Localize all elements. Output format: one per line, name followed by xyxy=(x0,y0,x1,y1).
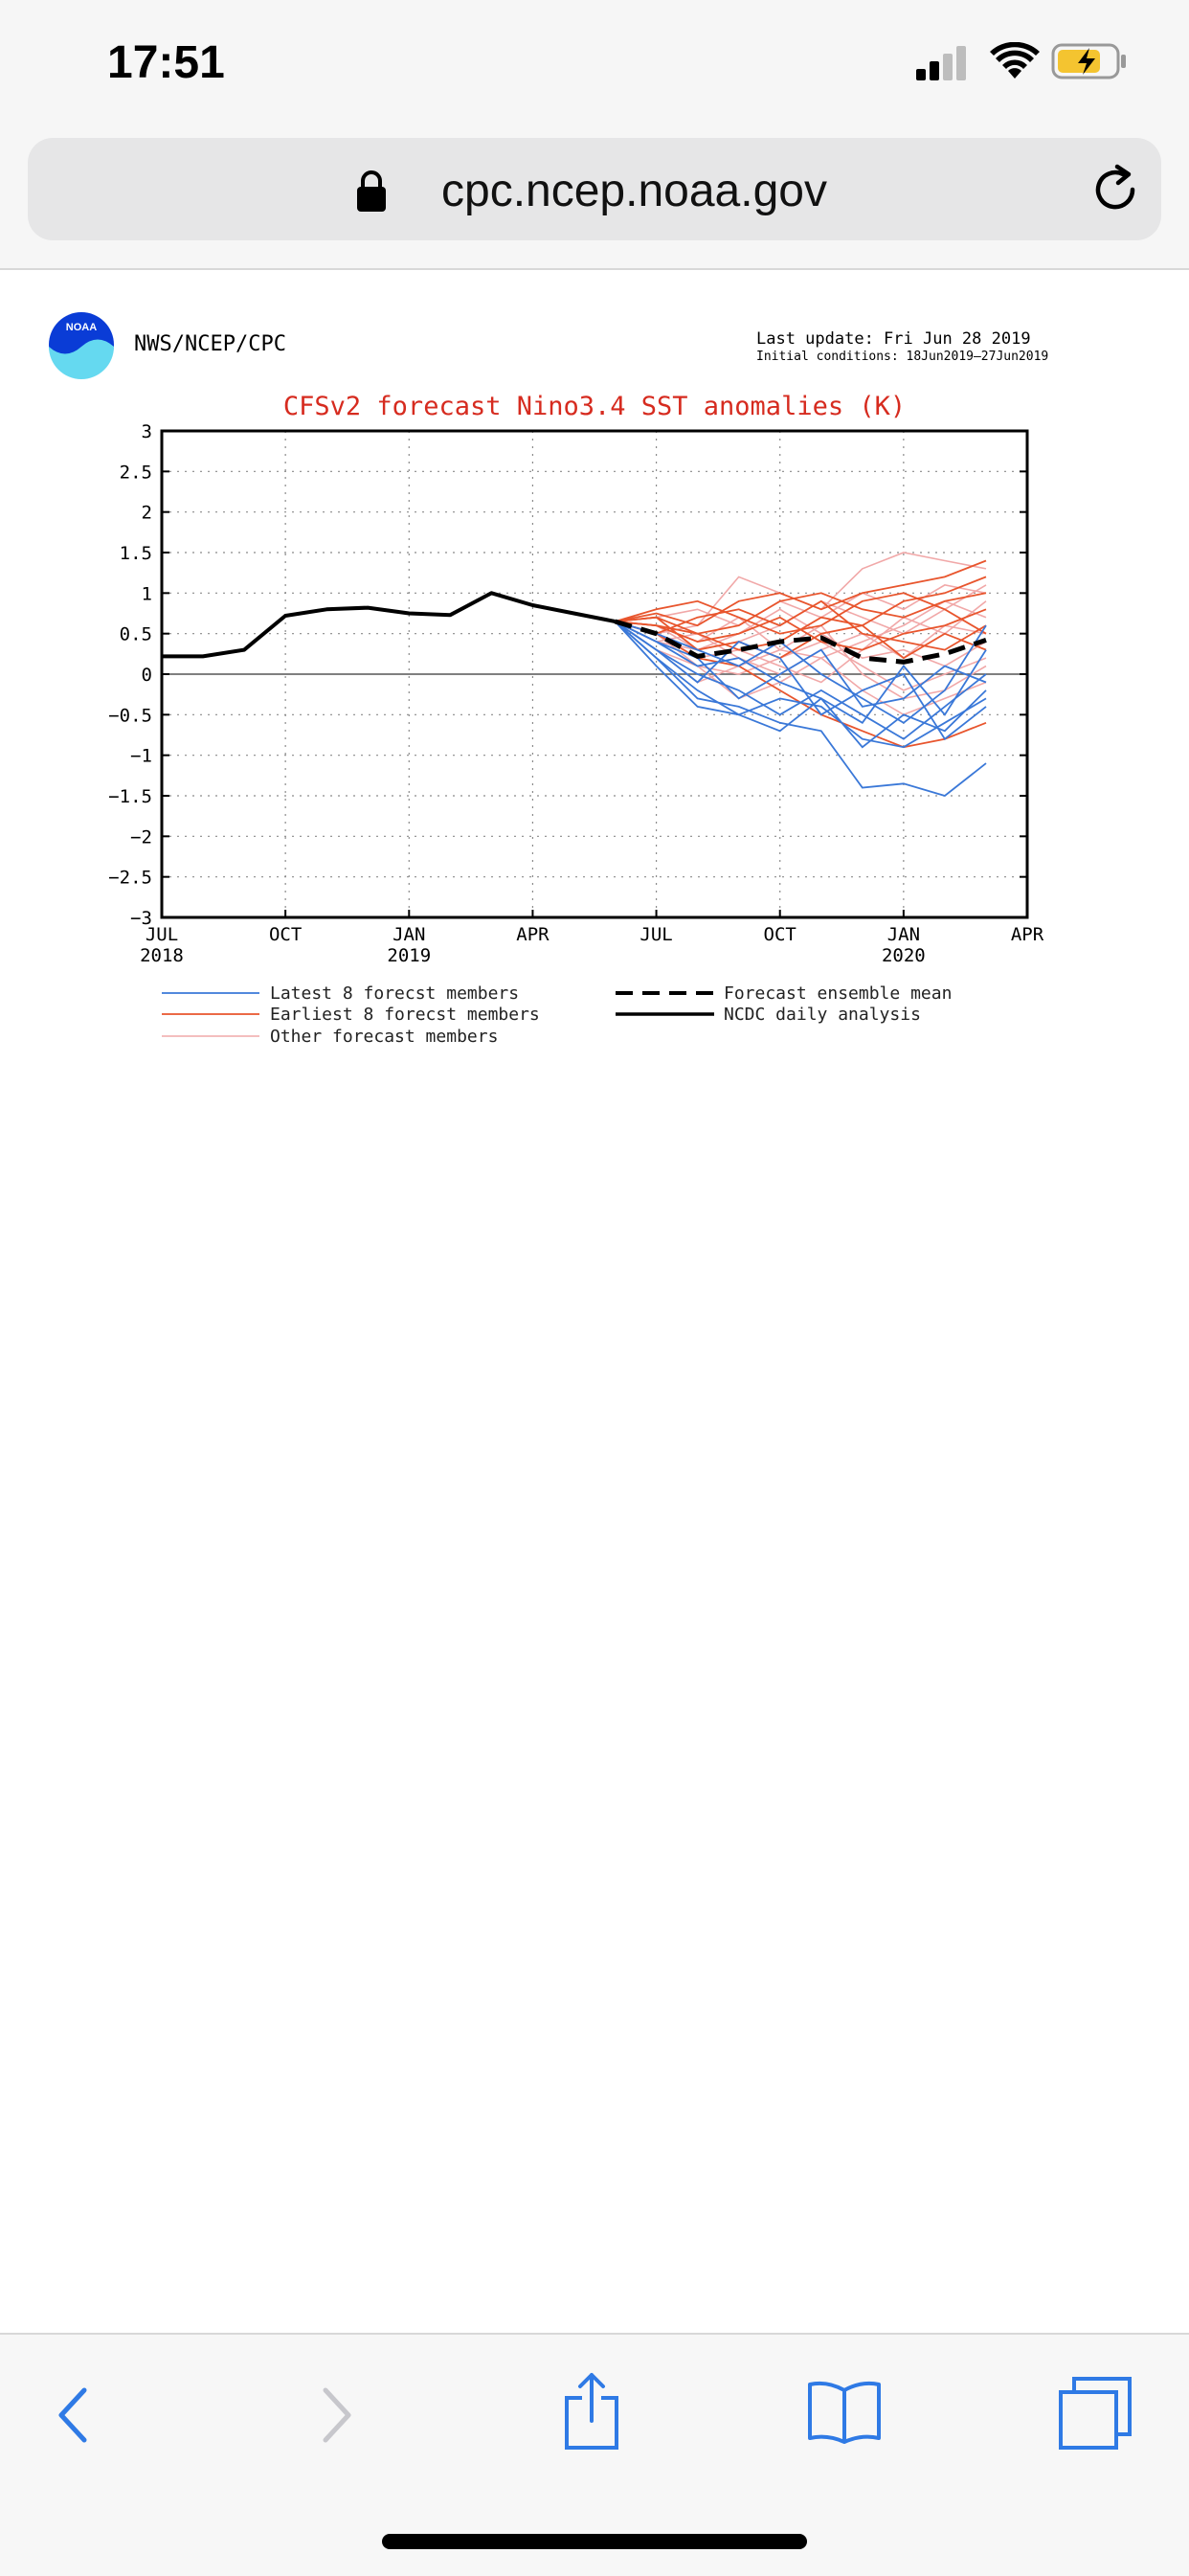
forward-icon[interactable] xyxy=(318,2384,356,2446)
y-tick-label: −2 xyxy=(130,826,152,848)
legend-label-latest: Latest 8 forecst members xyxy=(270,983,520,1004)
web-content xyxy=(0,270,1189,2333)
y-tick-label: 1.5 xyxy=(119,543,152,564)
wifi-icon xyxy=(990,42,1040,80)
lock-icon xyxy=(355,169,388,213)
y-tick-label: 2 xyxy=(141,502,152,524)
x-tick-label: JUL xyxy=(145,924,179,945)
legend-label-earliest: Earliest 8 forecst members xyxy=(270,1005,540,1025)
last-update: Last update: Fri Jun 28 2019 xyxy=(756,329,1031,349)
x-year-label: 2018 xyxy=(140,945,184,966)
y-tick-label: −1.5 xyxy=(108,786,152,807)
chart-title: CFSv2 forecast Nino3.4 SST anomalies (K) xyxy=(282,392,907,421)
x-tick-label: JAN xyxy=(886,924,921,945)
x-tick-label: APR xyxy=(516,924,550,945)
reload-icon[interactable] xyxy=(1090,163,1144,216)
x-year-label: 2020 xyxy=(881,945,926,966)
y-tick-label: 0.5 xyxy=(119,623,152,645)
tabs-icon[interactable] xyxy=(1057,2375,1133,2452)
bookmarks-icon[interactable] xyxy=(806,2379,883,2446)
x-year-label: 2019 xyxy=(387,945,432,966)
analysis-line xyxy=(162,593,616,656)
y-tick-label: 1 xyxy=(141,583,152,605)
share-icon[interactable] xyxy=(561,2371,622,2452)
y-tick-label: 2.5 xyxy=(119,462,152,484)
legend-label-mean: Forecast ensemble mean xyxy=(724,983,953,1004)
address-bar[interactable] xyxy=(28,138,1161,240)
url-text: cpc.ncep.noaa.gov xyxy=(441,166,827,216)
noaa-logo xyxy=(49,312,114,379)
browser-address-area xyxy=(0,124,1189,270)
y-tick-label: −2.5 xyxy=(108,867,152,889)
y-tick-label: −0.5 xyxy=(108,705,152,727)
battery-charging-icon xyxy=(1051,42,1128,80)
y-tick-label: −3 xyxy=(130,908,152,929)
initial-conditions: Initial conditions: 18Jun2019–27Jun2019 xyxy=(756,350,1049,364)
x-tick-label: APR xyxy=(1010,924,1044,945)
x-tick-label: JUL xyxy=(639,924,673,945)
other-member-line xyxy=(616,585,987,625)
cellular-signal-icon xyxy=(916,44,970,80)
back-icon[interactable] xyxy=(54,2384,92,2446)
clock: 17:51 xyxy=(107,37,225,88)
legend-label-other: Other forecast members xyxy=(270,1027,499,1047)
legend-label-analysis: NCDC daily analysis xyxy=(724,1005,921,1025)
x-tick-label: OCT xyxy=(268,924,303,945)
org-name: NWS/NCEP/CPC xyxy=(134,332,286,356)
status-bar xyxy=(0,0,1189,124)
y-tick-label: 3 xyxy=(141,421,152,442)
legend xyxy=(162,983,952,1047)
nino34-forecast-chart xyxy=(0,270,1189,1084)
noaa-logo-text: NOAA xyxy=(65,322,98,333)
y-tick-label: −1 xyxy=(130,745,152,767)
home-indicator xyxy=(382,2534,807,2549)
x-tick-label: OCT xyxy=(763,924,796,945)
x-tick-label: JAN xyxy=(393,924,426,945)
y-tick-label: 0 xyxy=(141,665,152,686)
